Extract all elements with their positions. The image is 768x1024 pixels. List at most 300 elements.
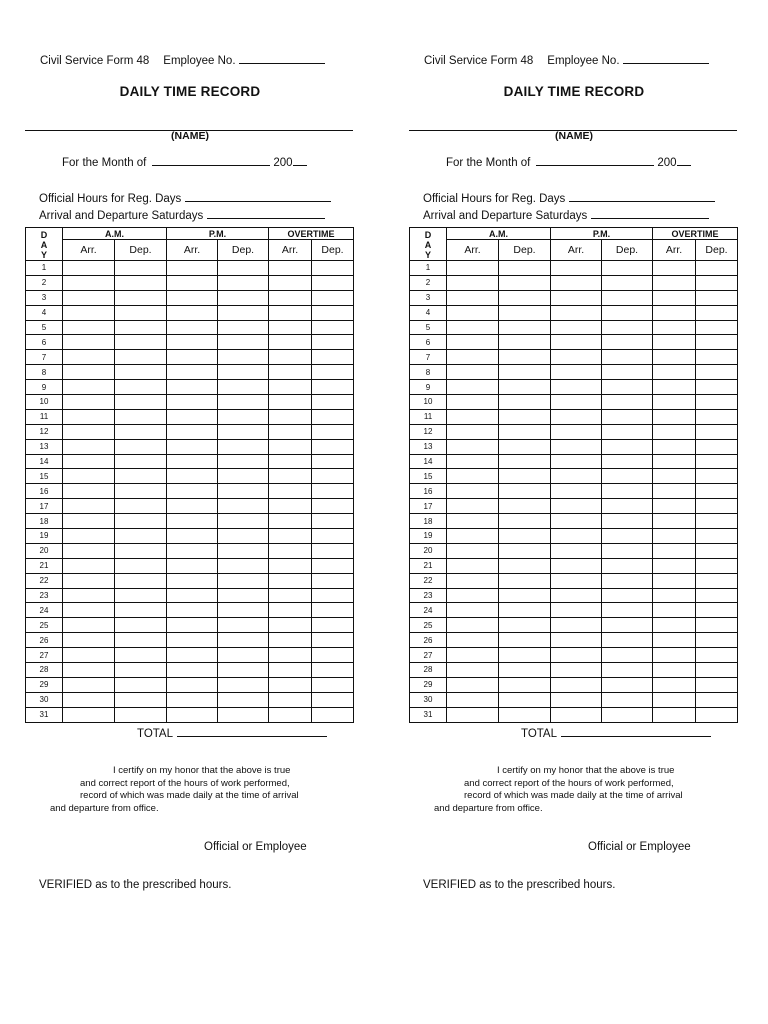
pm-arrival-cell[interactable] (551, 573, 602, 588)
am-departure-cell[interactable] (115, 618, 167, 633)
pm-departure-cell[interactable] (218, 499, 269, 514)
pm-arrival-cell[interactable] (167, 380, 218, 395)
am-arrival-cell[interactable] (447, 320, 499, 335)
am-departure-cell[interactable] (499, 529, 551, 544)
am-arrival-cell[interactable] (63, 305, 115, 320)
overtime-arrival-cell[interactable] (653, 484, 696, 499)
am-departure-cell[interactable] (499, 707, 551, 722)
overtime-arrival-cell[interactable] (653, 469, 696, 484)
pm-departure-cell[interactable] (218, 663, 269, 678)
pm-arrival-cell[interactable] (167, 395, 218, 410)
pm-arrival-cell[interactable] (551, 409, 602, 424)
overtime-departure-cell[interactable] (696, 677, 738, 692)
pm-arrival-cell[interactable] (167, 633, 218, 648)
month-field[interactable] (536, 155, 654, 166)
overtime-departure-cell[interactable] (312, 305, 354, 320)
overtime-departure-cell[interactable] (312, 439, 354, 454)
am-arrival-cell[interactable] (63, 558, 115, 573)
pm-departure-cell[interactable] (602, 677, 653, 692)
pm-departure-cell[interactable] (218, 558, 269, 573)
am-arrival-cell[interactable] (447, 514, 499, 529)
overtime-departure-cell[interactable] (312, 663, 354, 678)
pm-departure-cell[interactable] (602, 648, 653, 663)
am-departure-cell[interactable] (499, 677, 551, 692)
am-arrival-cell[interactable] (447, 469, 499, 484)
overtime-arrival-cell[interactable] (653, 648, 696, 663)
overtime-arrival-cell[interactable] (269, 633, 312, 648)
pm-arrival-cell[interactable] (167, 290, 218, 305)
overtime-departure-cell[interactable] (696, 454, 738, 469)
overtime-arrival-cell[interactable] (269, 261, 312, 276)
am-departure-cell[interactable] (115, 454, 167, 469)
am-arrival-cell[interactable] (63, 707, 115, 722)
pm-arrival-cell[interactable] (167, 529, 218, 544)
pm-departure-cell[interactable] (602, 320, 653, 335)
employee-no-field[interactable] (239, 53, 325, 64)
am-arrival-cell[interactable] (63, 573, 115, 588)
pm-arrival-cell[interactable] (167, 350, 218, 365)
pm-arrival-cell[interactable] (551, 320, 602, 335)
am-departure-cell[interactable] (115, 439, 167, 454)
overtime-arrival-cell[interactable] (653, 692, 696, 707)
pm-arrival-cell[interactable] (167, 484, 218, 499)
overtime-arrival-cell[interactable] (653, 454, 696, 469)
am-departure-cell[interactable] (115, 588, 167, 603)
overtime-arrival-cell[interactable] (653, 290, 696, 305)
am-arrival-cell[interactable] (447, 499, 499, 514)
overtime-arrival-cell[interactable] (653, 320, 696, 335)
overtime-departure-cell[interactable] (696, 350, 738, 365)
am-arrival-cell[interactable] (63, 380, 115, 395)
pm-departure-cell[interactable] (602, 588, 653, 603)
am-departure-cell[interactable] (499, 261, 551, 276)
pm-departure-cell[interactable] (602, 558, 653, 573)
overtime-departure-cell[interactable] (696, 484, 738, 499)
overtime-departure-cell[interactable] (696, 395, 738, 410)
overtime-departure-cell[interactable] (696, 320, 738, 335)
am-arrival-cell[interactable] (447, 663, 499, 678)
am-departure-cell[interactable] (115, 692, 167, 707)
am-arrival-cell[interactable] (447, 261, 499, 276)
pm-arrival-cell[interactable] (167, 692, 218, 707)
am-departure-cell[interactable] (115, 395, 167, 410)
overtime-departure-cell[interactable] (312, 395, 354, 410)
pm-departure-cell[interactable] (218, 543, 269, 558)
total-field[interactable] (561, 726, 711, 737)
overtime-arrival-cell[interactable] (269, 677, 312, 692)
am-departure-cell[interactable] (115, 424, 167, 439)
overtime-arrival-cell[interactable] (653, 633, 696, 648)
am-arrival-cell[interactable] (447, 350, 499, 365)
overtime-arrival-cell[interactable] (653, 499, 696, 514)
am-departure-cell[interactable] (115, 290, 167, 305)
overtime-arrival-cell[interactable] (269, 543, 312, 558)
overtime-arrival-cell[interactable] (653, 543, 696, 558)
am-arrival-cell[interactable] (63, 543, 115, 558)
am-departure-cell[interactable] (499, 380, 551, 395)
overtime-arrival-cell[interactable] (653, 409, 696, 424)
overtime-departure-cell[interactable] (696, 633, 738, 648)
pm-arrival-cell[interactable] (167, 707, 218, 722)
pm-departure-cell[interactable] (602, 395, 653, 410)
pm-arrival-cell[interactable] (551, 305, 602, 320)
am-departure-cell[interactable] (115, 320, 167, 335)
official-hours-field[interactable] (185, 191, 331, 202)
am-departure-cell[interactable] (115, 335, 167, 350)
am-departure-cell[interactable] (499, 469, 551, 484)
pm-arrival-cell[interactable] (167, 305, 218, 320)
overtime-departure-cell[interactable] (312, 290, 354, 305)
am-departure-cell[interactable] (499, 454, 551, 469)
pm-departure-cell[interactable] (602, 305, 653, 320)
overtime-departure-cell[interactable] (696, 648, 738, 663)
pm-arrival-cell[interactable] (167, 514, 218, 529)
overtime-departure-cell[interactable] (312, 469, 354, 484)
pm-departure-cell[interactable] (218, 261, 269, 276)
am-arrival-cell[interactable] (447, 558, 499, 573)
pm-departure-cell[interactable] (218, 529, 269, 544)
overtime-departure-cell[interactable] (312, 529, 354, 544)
pm-departure-cell[interactable] (218, 395, 269, 410)
am-arrival-cell[interactable] (447, 677, 499, 692)
overtime-departure-cell[interactable] (312, 603, 354, 618)
overtime-arrival-cell[interactable] (269, 529, 312, 544)
pm-arrival-cell[interactable] (167, 409, 218, 424)
overtime-arrival-cell[interactable] (269, 365, 312, 380)
am-arrival-cell[interactable] (447, 424, 499, 439)
am-departure-cell[interactable] (115, 305, 167, 320)
am-departure-cell[interactable] (499, 603, 551, 618)
pm-arrival-cell[interactable] (167, 320, 218, 335)
am-arrival-cell[interactable] (447, 588, 499, 603)
am-departure-cell[interactable] (499, 663, 551, 678)
am-arrival-cell[interactable] (63, 365, 115, 380)
am-arrival-cell[interactable] (63, 677, 115, 692)
am-departure-cell[interactable] (499, 424, 551, 439)
am-departure-cell[interactable] (499, 558, 551, 573)
am-arrival-cell[interactable] (63, 275, 115, 290)
overtime-arrival-cell[interactable] (269, 692, 312, 707)
overtime-arrival-cell[interactable] (269, 469, 312, 484)
pm-arrival-cell[interactable] (551, 290, 602, 305)
am-arrival-cell[interactable] (63, 424, 115, 439)
total-field[interactable] (177, 726, 327, 737)
pm-arrival-cell[interactable] (551, 365, 602, 380)
overtime-arrival-cell[interactable] (269, 618, 312, 633)
overtime-departure-cell[interactable] (696, 469, 738, 484)
pm-arrival-cell[interactable] (167, 424, 218, 439)
overtime-arrival-cell[interactable] (269, 350, 312, 365)
pm-arrival-cell[interactable] (551, 633, 602, 648)
am-arrival-cell[interactable] (447, 618, 499, 633)
pm-departure-cell[interactable] (218, 320, 269, 335)
pm-departure-cell[interactable] (218, 380, 269, 395)
overtime-departure-cell[interactable] (312, 692, 354, 707)
pm-departure-cell[interactable] (602, 633, 653, 648)
overtime-arrival-cell[interactable] (653, 573, 696, 588)
am-departure-cell[interactable] (499, 618, 551, 633)
overtime-departure-cell[interactable] (696, 499, 738, 514)
pm-arrival-cell[interactable] (551, 588, 602, 603)
am-arrival-cell[interactable] (447, 529, 499, 544)
pm-arrival-cell[interactable] (551, 663, 602, 678)
overtime-arrival-cell[interactable] (653, 395, 696, 410)
am-departure-cell[interactable] (115, 707, 167, 722)
am-arrival-cell[interactable] (447, 439, 499, 454)
overtime-arrival-cell[interactable] (653, 335, 696, 350)
pm-departure-cell[interactable] (602, 365, 653, 380)
overtime-departure-cell[interactable] (312, 261, 354, 276)
am-departure-cell[interactable] (499, 514, 551, 529)
overtime-arrival-cell[interactable] (653, 365, 696, 380)
overtime-arrival-cell[interactable] (653, 663, 696, 678)
am-arrival-cell[interactable] (447, 648, 499, 663)
pm-arrival-cell[interactable] (167, 543, 218, 558)
am-departure-cell[interactable] (115, 350, 167, 365)
am-departure-cell[interactable] (115, 529, 167, 544)
employee-no-field[interactable] (623, 53, 709, 64)
pm-arrival-cell[interactable] (167, 261, 218, 276)
am-departure-cell[interactable] (499, 499, 551, 514)
am-arrival-cell[interactable] (447, 707, 499, 722)
pm-arrival-cell[interactable] (551, 469, 602, 484)
overtime-departure-cell[interactable] (312, 588, 354, 603)
am-arrival-cell[interactable] (63, 290, 115, 305)
overtime-departure-cell[interactable] (696, 663, 738, 678)
am-arrival-cell[interactable] (447, 454, 499, 469)
pm-departure-cell[interactable] (602, 543, 653, 558)
overtime-departure-cell[interactable] (696, 409, 738, 424)
am-arrival-cell[interactable] (447, 573, 499, 588)
pm-departure-cell[interactable] (218, 365, 269, 380)
pm-arrival-cell[interactable] (551, 261, 602, 276)
saturdays-field[interactable] (591, 208, 709, 219)
am-arrival-cell[interactable] (63, 409, 115, 424)
pm-departure-cell[interactable] (602, 707, 653, 722)
pm-arrival-cell[interactable] (167, 335, 218, 350)
am-arrival-cell[interactable] (63, 261, 115, 276)
am-departure-cell[interactable] (499, 633, 551, 648)
overtime-arrival-cell[interactable] (269, 305, 312, 320)
pm-arrival-cell[interactable] (551, 603, 602, 618)
pm-departure-cell[interactable] (218, 409, 269, 424)
overtime-departure-cell[interactable] (696, 558, 738, 573)
am-departure-cell[interactable] (499, 365, 551, 380)
overtime-departure-cell[interactable] (696, 275, 738, 290)
overtime-departure-cell[interactable] (312, 677, 354, 692)
pm-departure-cell[interactable] (218, 454, 269, 469)
pm-departure-cell[interactable] (218, 603, 269, 618)
pm-departure-cell[interactable] (602, 261, 653, 276)
am-departure-cell[interactable] (115, 499, 167, 514)
overtime-arrival-cell[interactable] (269, 335, 312, 350)
overtime-departure-cell[interactable] (696, 573, 738, 588)
pm-arrival-cell[interactable] (551, 350, 602, 365)
overtime-arrival-cell[interactable] (653, 618, 696, 633)
am-arrival-cell[interactable] (447, 365, 499, 380)
am-arrival-cell[interactable] (447, 409, 499, 424)
am-arrival-cell[interactable] (63, 648, 115, 663)
official-hours-field[interactable] (569, 191, 715, 202)
am-departure-cell[interactable] (499, 484, 551, 499)
overtime-departure-cell[interactable] (696, 380, 738, 395)
pm-arrival-cell[interactable] (167, 618, 218, 633)
pm-departure-cell[interactable] (602, 573, 653, 588)
overtime-arrival-cell[interactable] (269, 484, 312, 499)
pm-arrival-cell[interactable] (167, 663, 218, 678)
pm-arrival-cell[interactable] (167, 573, 218, 588)
am-arrival-cell[interactable] (447, 380, 499, 395)
overtime-departure-cell[interactable] (696, 424, 738, 439)
am-departure-cell[interactable] (115, 380, 167, 395)
am-arrival-cell[interactable] (63, 335, 115, 350)
pm-departure-cell[interactable] (602, 454, 653, 469)
pm-arrival-cell[interactable] (551, 543, 602, 558)
am-departure-cell[interactable] (499, 275, 551, 290)
overtime-arrival-cell[interactable] (653, 529, 696, 544)
am-departure-cell[interactable] (499, 692, 551, 707)
pm-departure-cell[interactable] (218, 439, 269, 454)
pm-arrival-cell[interactable] (167, 454, 218, 469)
overtime-departure-cell[interactable] (696, 692, 738, 707)
am-arrival-cell[interactable] (447, 305, 499, 320)
overtime-departure-cell[interactable] (696, 588, 738, 603)
overtime-departure-cell[interactable] (696, 603, 738, 618)
am-departure-cell[interactable] (115, 365, 167, 380)
overtime-departure-cell[interactable] (696, 439, 738, 454)
overtime-arrival-cell[interactable] (653, 350, 696, 365)
pm-arrival-cell[interactable] (167, 648, 218, 663)
am-arrival-cell[interactable] (447, 603, 499, 618)
overtime-departure-cell[interactable] (696, 543, 738, 558)
am-arrival-cell[interactable] (63, 588, 115, 603)
overtime-departure-cell[interactable] (312, 409, 354, 424)
am-departure-cell[interactable] (115, 633, 167, 648)
overtime-arrival-cell[interactable] (653, 677, 696, 692)
am-arrival-cell[interactable] (63, 499, 115, 514)
pm-departure-cell[interactable] (602, 663, 653, 678)
overtime-arrival-cell[interactable] (269, 424, 312, 439)
pm-departure-cell[interactable] (602, 409, 653, 424)
am-departure-cell[interactable] (115, 663, 167, 678)
overtime-arrival-cell[interactable] (653, 275, 696, 290)
overtime-arrival-cell[interactable] (653, 439, 696, 454)
overtime-departure-cell[interactable] (696, 365, 738, 380)
pm-arrival-cell[interactable] (167, 603, 218, 618)
am-arrival-cell[interactable] (447, 484, 499, 499)
overtime-departure-cell[interactable] (312, 320, 354, 335)
pm-arrival-cell[interactable] (167, 558, 218, 573)
overtime-departure-cell[interactable] (696, 290, 738, 305)
pm-departure-cell[interactable] (602, 350, 653, 365)
am-departure-cell[interactable] (499, 573, 551, 588)
am-arrival-cell[interactable] (63, 439, 115, 454)
am-arrival-cell[interactable] (447, 395, 499, 410)
pm-arrival-cell[interactable] (551, 648, 602, 663)
pm-departure-cell[interactable] (218, 424, 269, 439)
overtime-departure-cell[interactable] (696, 707, 738, 722)
pm-departure-cell[interactable] (602, 290, 653, 305)
pm-departure-cell[interactable] (602, 618, 653, 633)
overtime-arrival-cell[interactable] (653, 588, 696, 603)
am-arrival-cell[interactable] (63, 484, 115, 499)
pm-departure-cell[interactable] (218, 335, 269, 350)
pm-arrival-cell[interactable] (551, 707, 602, 722)
am-arrival-cell[interactable] (63, 529, 115, 544)
am-departure-cell[interactable] (499, 409, 551, 424)
overtime-arrival-cell[interactable] (653, 261, 696, 276)
overtime-departure-cell[interactable] (696, 514, 738, 529)
pm-arrival-cell[interactable] (551, 454, 602, 469)
pm-departure-cell[interactable] (218, 692, 269, 707)
pm-arrival-cell[interactable] (167, 499, 218, 514)
overtime-arrival-cell[interactable] (653, 603, 696, 618)
pm-arrival-cell[interactable] (551, 677, 602, 692)
overtime-arrival-cell[interactable] (269, 409, 312, 424)
overtime-departure-cell[interactable] (696, 529, 738, 544)
am-departure-cell[interactable] (499, 543, 551, 558)
am-departure-cell[interactable] (499, 335, 551, 350)
pm-departure-cell[interactable] (602, 484, 653, 499)
am-departure-cell[interactable] (499, 439, 551, 454)
pm-departure-cell[interactable] (218, 350, 269, 365)
pm-arrival-cell[interactable] (551, 529, 602, 544)
overtime-departure-cell[interactable] (312, 707, 354, 722)
pm-arrival-cell[interactable] (551, 499, 602, 514)
overtime-arrival-cell[interactable] (653, 558, 696, 573)
overtime-arrival-cell[interactable] (269, 514, 312, 529)
am-departure-cell[interactable] (115, 469, 167, 484)
overtime-arrival-cell[interactable] (269, 648, 312, 663)
year-field[interactable] (293, 155, 307, 166)
am-departure-cell[interactable] (115, 514, 167, 529)
overtime-arrival-cell[interactable] (269, 573, 312, 588)
overtime-departure-cell[interactable] (312, 573, 354, 588)
am-arrival-cell[interactable] (63, 350, 115, 365)
pm-arrival-cell[interactable] (551, 558, 602, 573)
pm-arrival-cell[interactable] (167, 677, 218, 692)
overtime-arrival-cell[interactable] (269, 558, 312, 573)
overtime-arrival-cell[interactable] (653, 305, 696, 320)
am-arrival-cell[interactable] (447, 290, 499, 305)
overtime-arrival-cell[interactable] (269, 603, 312, 618)
am-departure-cell[interactable] (499, 320, 551, 335)
pm-arrival-cell[interactable] (551, 514, 602, 529)
pm-departure-cell[interactable] (218, 469, 269, 484)
am-arrival-cell[interactable] (447, 543, 499, 558)
am-departure-cell[interactable] (115, 543, 167, 558)
am-arrival-cell[interactable] (63, 454, 115, 469)
pm-departure-cell[interactable] (218, 290, 269, 305)
pm-arrival-cell[interactable] (551, 275, 602, 290)
month-field[interactable] (152, 155, 270, 166)
am-arrival-cell[interactable] (63, 618, 115, 633)
am-arrival-cell[interactable] (63, 633, 115, 648)
am-departure-cell[interactable] (115, 275, 167, 290)
am-departure-cell[interactable] (115, 261, 167, 276)
am-arrival-cell[interactable] (447, 692, 499, 707)
overtime-departure-cell[interactable] (696, 618, 738, 633)
overtime-arrival-cell[interactable] (269, 663, 312, 678)
overtime-departure-cell[interactable] (312, 484, 354, 499)
pm-departure-cell[interactable] (602, 499, 653, 514)
overtime-departure-cell[interactable] (312, 499, 354, 514)
am-arrival-cell[interactable] (63, 395, 115, 410)
pm-departure-cell[interactable] (218, 618, 269, 633)
overtime-departure-cell[interactable] (312, 648, 354, 663)
overtime-arrival-cell[interactable] (269, 320, 312, 335)
pm-arrival-cell[interactable] (167, 588, 218, 603)
